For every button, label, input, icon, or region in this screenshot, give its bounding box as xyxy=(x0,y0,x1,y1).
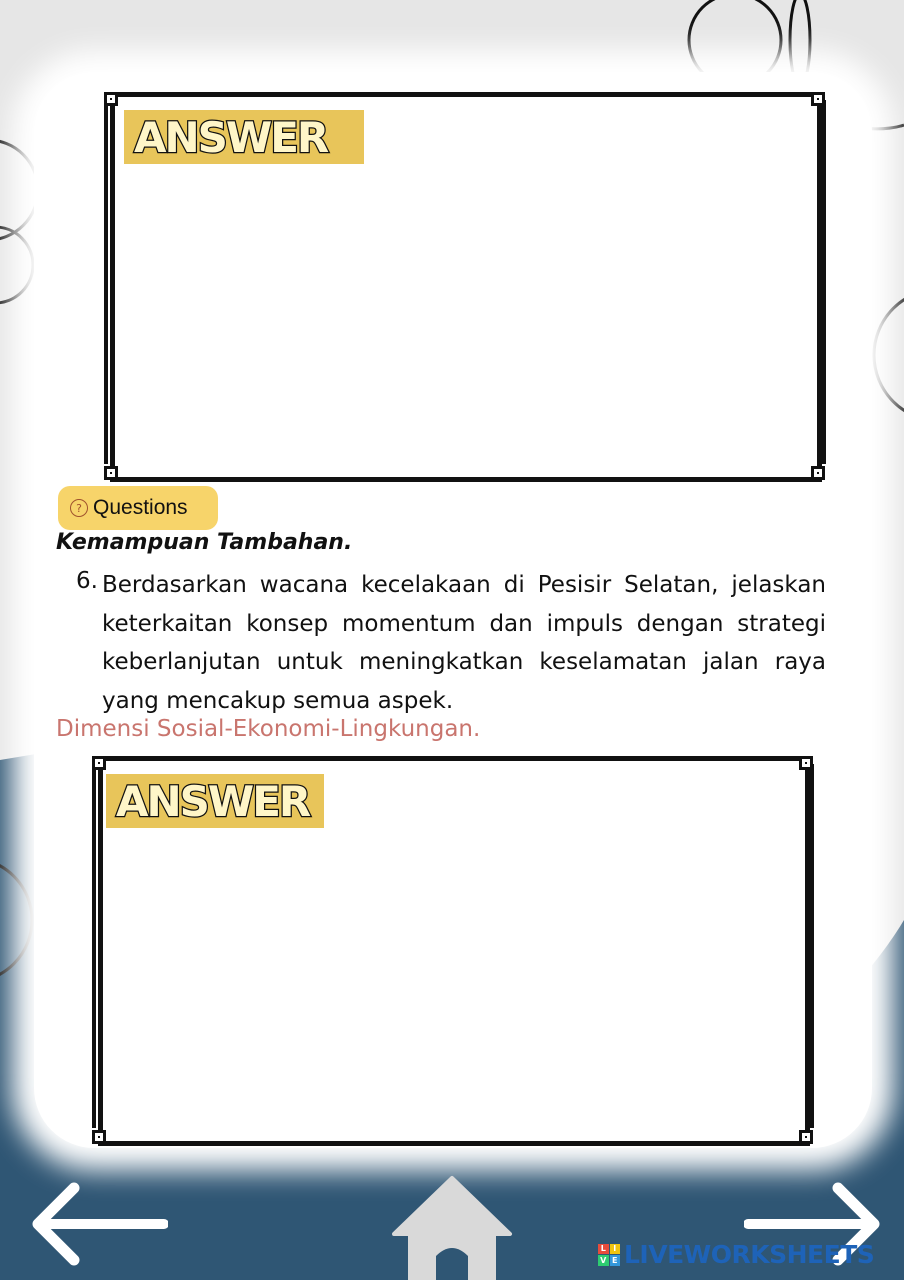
question-text: Berdasarkan wacana kecelakaan di Pesisir Selatan, jelaskan keterkaitan konsep momentum dan impuls dengan strategi keberlanjutan untuk meningkatkan keselamatan jalan raya yang mencakup semua aspek. xyxy=(102,572,826,714)
answer-tag-label: ANSWER xyxy=(134,112,328,162)
liveworksheets-logo xyxy=(598,1244,620,1266)
corner-ornament xyxy=(811,466,825,480)
logo-letter: I xyxy=(610,1244,621,1255)
liveworksheets-wordmark: LIVEWORKSHEETS xyxy=(624,1240,875,1269)
corner-ornament xyxy=(92,756,106,770)
questions-badge-label: Questions xyxy=(93,496,188,519)
questions-badge xyxy=(58,486,218,530)
home-icon[interactable] xyxy=(390,1172,514,1280)
arrow-left-icon[interactable] xyxy=(28,1180,168,1270)
question-number: 6. xyxy=(76,568,98,594)
question-circle-icon: ? xyxy=(70,499,88,517)
liveworksheets-brand xyxy=(598,1240,874,1269)
answer-tag xyxy=(106,774,324,828)
corner-ornament xyxy=(92,1130,106,1144)
answer-tag xyxy=(124,110,364,164)
corner-ornament xyxy=(799,756,813,770)
answer-input-area[interactable] xyxy=(112,836,792,1124)
logo-letter: E xyxy=(610,1255,621,1266)
logo-letter: L xyxy=(598,1244,609,1255)
section-heading: Kemampuan Tambahan. xyxy=(56,530,353,555)
corner-ornament xyxy=(104,92,118,106)
answer-input-area[interactable] xyxy=(124,170,804,460)
corner-ornament xyxy=(811,92,825,106)
dimension-note: Dimensi Sosial-Ekonomi-Lingkungan. xyxy=(56,716,481,742)
answer-tag-label: ANSWER xyxy=(116,776,310,826)
corner-ornament xyxy=(104,466,118,480)
logo-letter: V xyxy=(598,1255,609,1266)
corner-ornament xyxy=(799,1130,813,1144)
